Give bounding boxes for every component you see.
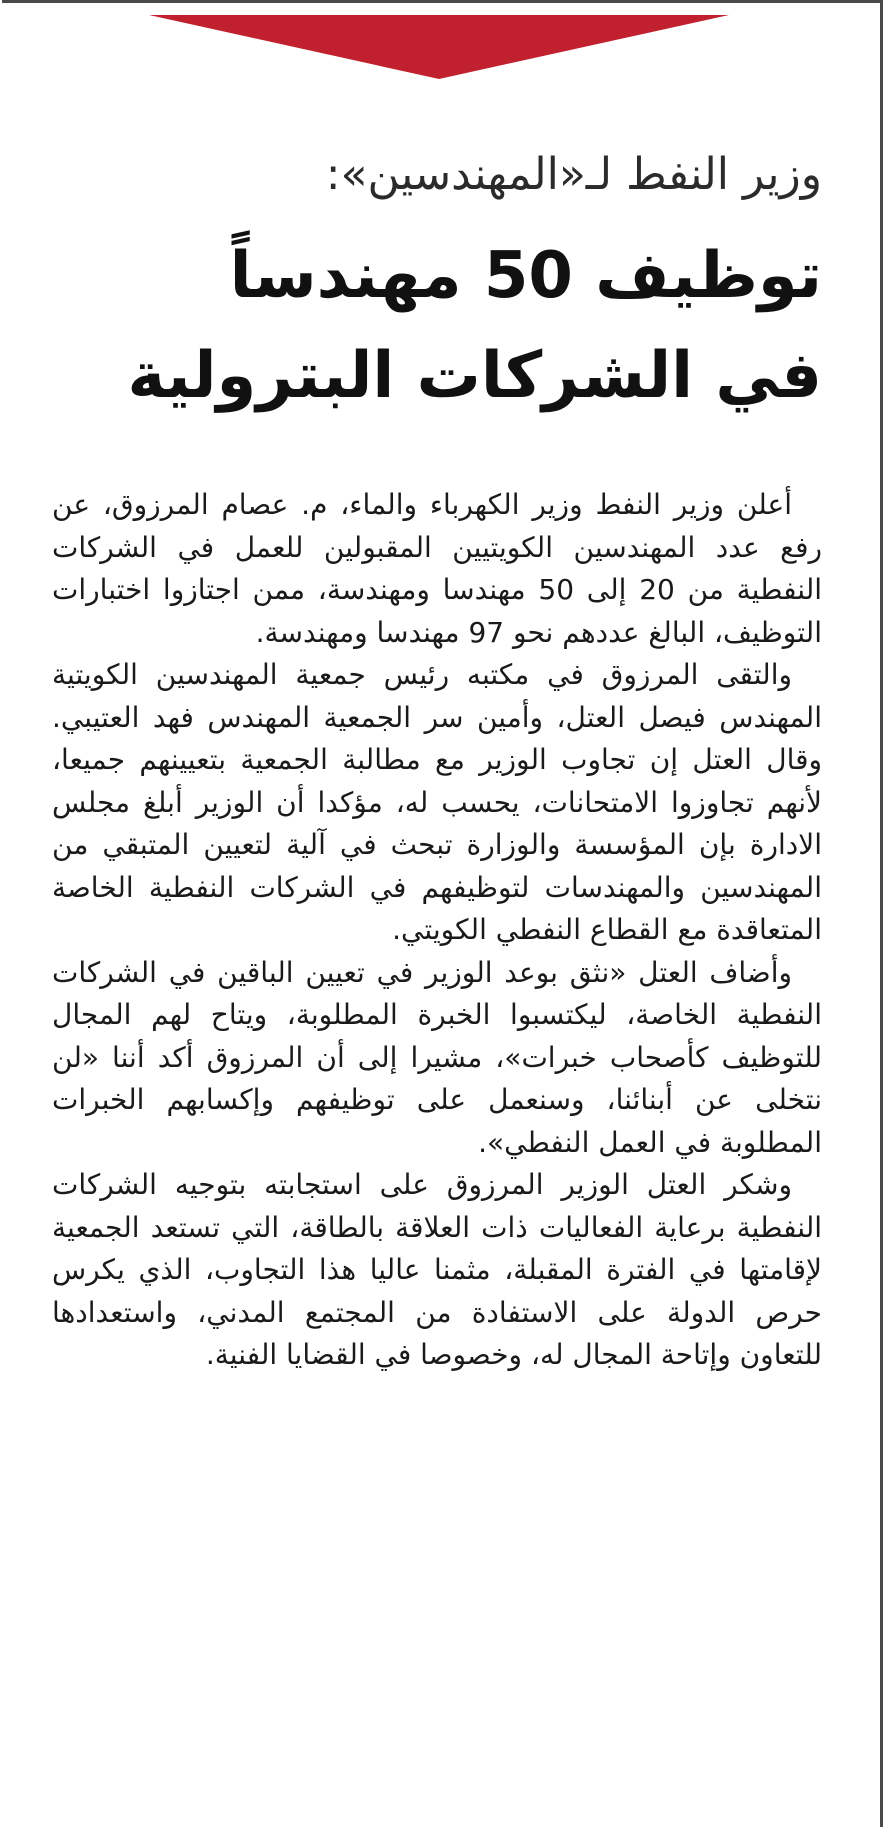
- body-paragraph-1: أعلن وزير النفط وزير الكهرباء والماء، م. عصام المرزوق، عن رفع عدد المهندسين الكويتيين المقبولين للعمل في الشركات النفطية من 20 إلى 50 مهندسا ومهندسة، ممن اجتازوا اختبارات التوظيف، البالغ عددهم نحو 97 مهندسا ومهندسة.: [52, 488, 822, 649]
- body-paragraph-2: والتقى المرزوق في مكتبه رئيس جمعية المهندسين الكويتية المهندس فيصل العتل، وأمين سر الجمعية المهندس فهد العتيبي. وقال العتل إن تجاوب الوزير مع مطالبة الجمعية بتعيينهم جميعا، لأنهم تجاوزوا الامتحانات، يحسب له، مؤكدا أن الوزير أبلغ مجلس الادارة بإن المؤسسة والوزارة تبحث في آلية لتعيين المتبقي من المهندسين والمهندسات لتوظيفهم في الشركات النفطية الخاصة المتعاقدة مع القطاع النفطي الكويتي.: [52, 658, 822, 946]
- headline-line-1: توظيف 50 مهندساً: [229, 239, 822, 313]
- article-headline: [52, 226, 822, 426]
- body-paragraph-3: وأضاف العتل «نثق بوعد الوزير في تعيين الباقين في الشركات النفطية الخاصة، ليكتسبوا الخبرة المطلوبة، ويتاح لهم المجال للتوظيف كأصحاب خبرات»، مشيرا إلى أن المرزوق أكد أننا «لن نتخلى عن أبنائنا، وسنعمل على توظيفهم وإكسابهم الخبرات المطلوبة في العمل النفطي».: [52, 955, 822, 1159]
- red-banner-decoration: [149, 15, 729, 79]
- article-body: [52, 484, 822, 1377]
- article: [52, 120, 822, 1377]
- headline-line-2: في الشركات البترولية: [127, 339, 822, 413]
- article-kicker: وزير النفط لـ«المهندسين»:: [325, 149, 822, 200]
- body-paragraph-4: وشكر العتل الوزير المرزوق على استجابته بتوجيه الشركات النفطية برعاية الفعاليات ذات العلاقة بالطاقة، التي تستعد الجمعية لإقامتها في الفترة المقبلة، مثمنا عاليا هذا التجاوب، الذي يكرس حرص الدولة على الاستفادة من المجتمع المدني، واستعدادها للتعاون وإتاحة المجال له، وخصوصا في القضايا الفنية.: [52, 1168, 822, 1371]
